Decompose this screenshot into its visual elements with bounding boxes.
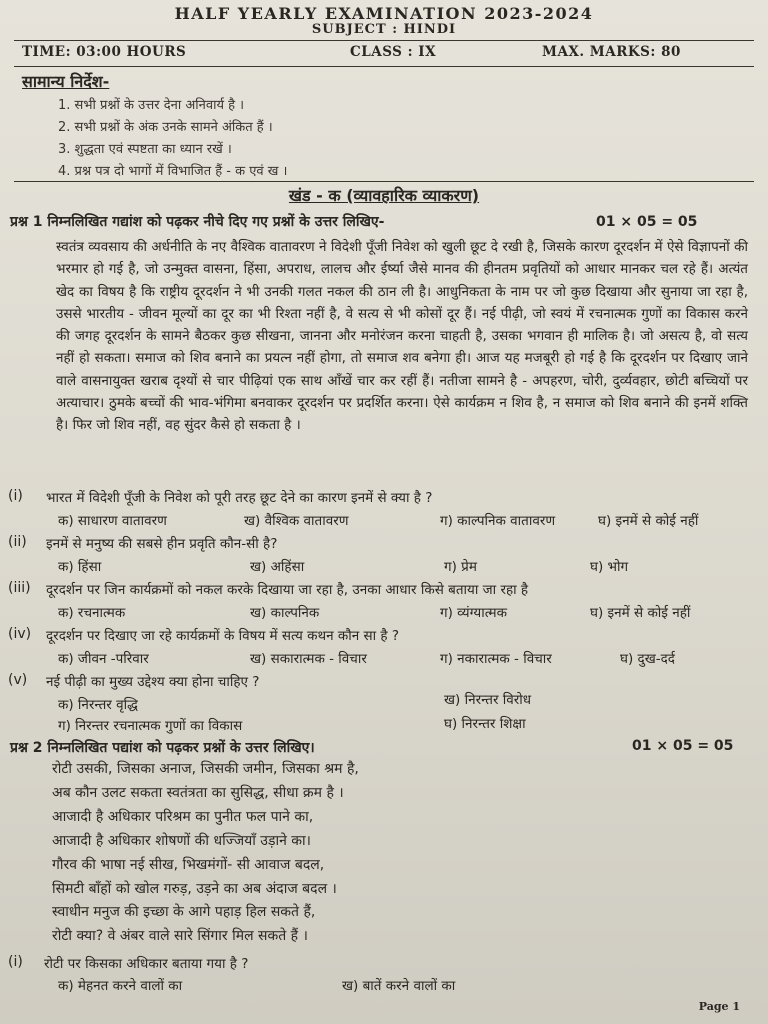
q2-sub1-option-a: क) मेहनत करने वालों का <box>58 978 183 994</box>
q1-sub1-option-c: ग) काल्पनिक वातावरण <box>440 513 556 529</box>
exam-class: CLASS : IX <box>350 44 437 60</box>
instruction-item: 2. सभी प्रश्नों के अंक उनके सामने अंकित हैं । <box>58 120 273 135</box>
section-title: खंड - क (व्यावहारिक व्याकरण) <box>288 186 480 205</box>
poem-line: रोटी उसकी, जिसका अनाज, जिसकी जमीन, जिसका श्रम है, <box>52 761 359 777</box>
q1-sub4-option-b: ख) सकारात्मक - विचार <box>250 651 367 667</box>
poem-line: अब कौन उलट सकता स्वतंत्रता का सुसिद्ध, सीधा क्रम है । <box>52 784 344 801</box>
poem-line: स्वाधीन मनुज की इच्छा के आगे पहाड़ हिल सकते हैं, <box>52 904 316 921</box>
q1-sub5-option-a: क) निरन्तर वृद्धि <box>58 697 138 713</box>
poem-line: रोटी क्या? वे अंबर वाले सारे सिंगार मिल सकते हैं । <box>52 928 308 945</box>
exam-title: HALF YEARLY EXAMINATION 2023-2024 <box>174 4 594 23</box>
q1-sub2-text: इनमें से मनुष्य की सबसे हीन प्रवृति कौन-सी है? <box>46 536 278 552</box>
poem-line: आजादी है अधिकार परिश्रम का पुनीत फल पाने का, <box>52 808 314 825</box>
q1-sub4-option-d: घ) दुख-दर्द <box>620 651 675 667</box>
q1-sub3-option-c: ग) व्यंग्यात्मक <box>440 605 507 621</box>
q1-sub5-option-b: ख) निरन्तर विरोध <box>444 692 532 708</box>
header-rule-bottom <box>14 66 754 67</box>
q1-sub1-option-d: घ) इनमें से कोई नहीं <box>598 513 699 529</box>
q1-sub1-number: (i) <box>8 488 23 504</box>
q1-heading: प्रश्न 1 निम्नलिखित गद्यांश को पढ़कर नीचे दिए गए प्रश्नों के उत्तर लिखिए- <box>10 214 385 230</box>
q1-passage: स्वतंत्र व्यवसाय की अर्धनीति के नए वैश्विक वातावरण ने विदेशी पूँजी निवेश को खुली छूट दे रखी है, जिसके कारण दूरदर्शन में ऐसे विज्ञापनों की भरमार हो गई है, जो उन्मुक्त वासना, हिंसा, अपराध, लालच और ईर्ष्या जैसे मानव की हीनतम प्रवृतियों को आधार मानकर चल रहे हैं। अत्यंत खेद का विषय है कि राष्ट्रीय दूरदर्शन ने भी उनकी गलत नकल की ठान ली है। आधुनिकता के नाम पर जो कुछ दिखाया और सुनाया जा रहा है, उससे भारतीय - जीवन मूल्यों का दूर का भी रिश्ता नहीं है, वे सत्य से भी कोसों दूर हैं। नई पीढ़ी, जो स्वयं में रचनात्मक गुणों का विकास करने की जगह दूरदर्शन के सामने बैठकर कुछ सीखना, जानना और मनोरंजन करना चाहती है, उसका भगवान ही मालिक है। जो असत्य है, वो सत्य नहीं हो सकता। समाज को शिव बनाने का प्रयत्न नहीं होगा, तो समाज शव बनेगा ही। आज यह मजबूरी हो गई है कि दूरदर्शन पर दिखाए जाने वाले वासनायुक्त खराब दृश्यों से चार पीढ़ियां एक साथ आँखें चार कर रहीं हैं। नतीजा सामने है - अपहरण, चोरी, दुर्व्यवहार, छोटी बच्चियों पर अत्याचार। ठुमके बच्चों की भाव-भंगिमा बनवाकर दूरदर्शन पर प्रदर्शित करना। ऐसे कार्यक्रम न शिव है, न समाज को शिव बनाने की इनमें शक्ति है। फिर जो शिव नहीं, वह सुंदर कैसे हो सकता है । <box>56 239 748 434</box>
poem-line: आजादी है अधिकार शोषणों की धज्जियाँ उड़ाने का। <box>52 832 311 849</box>
q1-sub1-text: भारत में विदेशी पूँजी के निवेश को पूरी तरह छूट देने का कारण इनमें से क्या है ? <box>46 490 433 506</box>
q1-sub4-option-a: क) जीवन -परिवार <box>58 651 149 667</box>
q1-sub5-option-d: घ) निरन्तर शिक्षा <box>444 716 526 732</box>
q1-sub2-number: (ii) <box>8 534 27 550</box>
instruction-item: 1. सभी प्रश्नों के उत्तर देना अनिवार्य है । <box>58 98 245 113</box>
instruction-item: 3. शुद्धता एवं स्पष्टता का ध्यान रखें । <box>58 142 232 157</box>
q1-marks: 01 × 05 = 05 <box>596 214 698 230</box>
poem-line: सिमटी बाँहों को खोल गरुड़, उड़ने का अब अंदाज बदल । <box>52 880 337 897</box>
section-rule <box>14 181 754 182</box>
q1-sub3-option-b: ख) काल्पनिक <box>250 605 320 621</box>
q1-sub1-option-a: क) साधारण वातावरण <box>58 513 167 529</box>
q1-sub5-option-c: ग) निरन्तर रचनात्मक गुणों का विकास <box>58 718 243 734</box>
exam-time: TIME: 03:00 HOURS <box>22 44 187 60</box>
poem-line: गौरव की भाषा नई सीख, भिखमंगों- सी आवाज बदल, <box>52 856 325 873</box>
page-number: Page 1 <box>698 1000 740 1013</box>
q1-sub4-number: (iv) <box>8 626 32 642</box>
instruction-item: 4. प्रश्न पत्र दो भागों में विभाजित हैं - क एवं ख । <box>58 164 288 179</box>
exam-max-marks: MAX. MARKS: 80 <box>542 44 681 60</box>
q1-sub2-option-b: ख) अहिंसा <box>250 559 305 575</box>
q1-sub4-option-c: ग) नकारात्मक - विचार <box>440 651 552 667</box>
q1-sub5-number: (v) <box>8 672 28 688</box>
q1-sub2-option-c: ग) प्रेम <box>444 559 477 575</box>
q2-poem <box>52 758 359 949</box>
exam-subject: SUBJECT : HINDI <box>311 22 457 37</box>
q1-sub3-text: दूरदर्शन पर जिन कार्यक्रमों को नकल करके दिखाया जा रहा है, उनका आधार किसे बताया जा रहा है <box>46 582 529 598</box>
q1-sub1-option-b: ख) वैश्विक वातावरण <box>244 513 349 529</box>
q2-marks: 01 × 05 = 05 <box>632 738 734 754</box>
header-rule-top <box>14 40 754 41</box>
q1-sub2-option-a: क) हिंसा <box>58 559 102 575</box>
q1-sub3-option-d: घ) इनमें से कोई नहीं <box>590 605 691 621</box>
q1-sub4-text: दूरदर्शन पर दिखाए जा रहे कार्यक्रमों के विषय में सत्य कथन कौन सा है ? <box>46 628 400 644</box>
instructions-title: सामान्य निर्देश- <box>22 72 110 91</box>
q1-sub3-option-a: क) रचनात्मक <box>58 605 126 621</box>
q2-sub1-number: (i) <box>8 954 23 970</box>
q1-sub5-text: नई पीढ़ी का मुख्य उद्देश्य क्या होना चाहिए ? <box>46 674 260 690</box>
q1-sub3-number: (iii) <box>8 580 31 596</box>
q2-sub1-text: रोटी पर किसका अधिकार बताया गया है ? <box>44 956 249 972</box>
q2-sub1-option-b: ख) बातें करने वालों का <box>342 978 456 994</box>
q2-heading: प्रश्न 2 निम्नलिखित पद्यांश को पढ़कर प्रश्नों के उत्तर लिखिए। <box>10 740 315 756</box>
q1-sub2-option-d: घ) भोग <box>590 559 629 575</box>
